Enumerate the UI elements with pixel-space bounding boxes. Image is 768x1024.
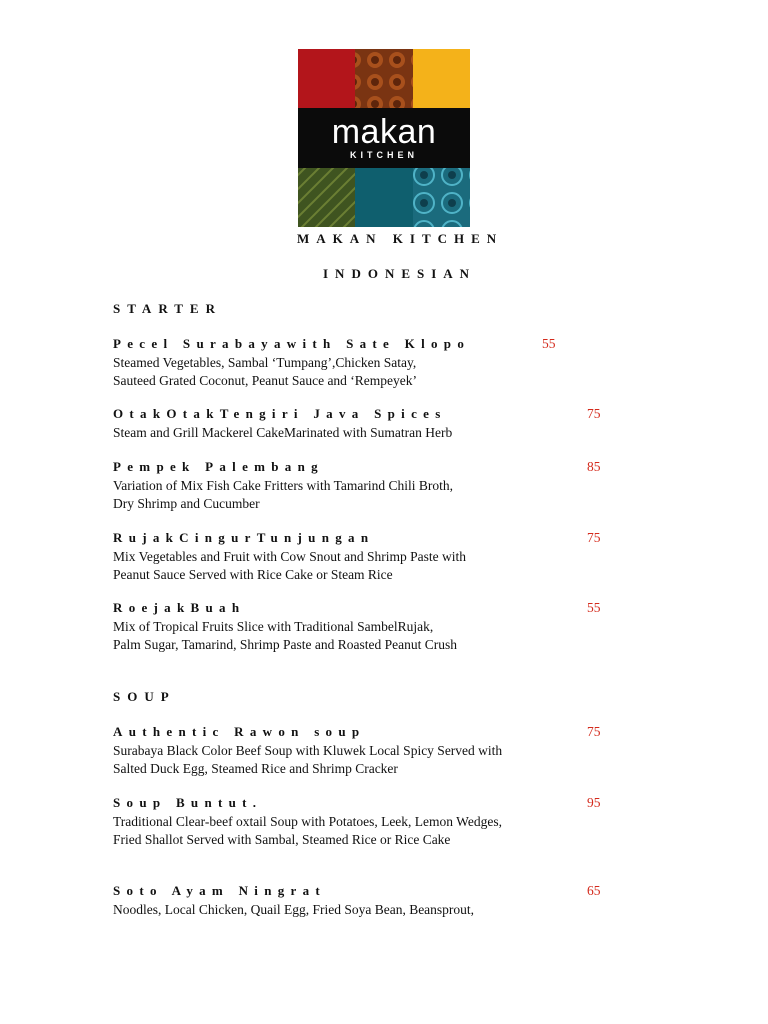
item-name: Soup Buntut.	[113, 795, 263, 810]
item-price: 55	[542, 336, 556, 351]
item-description	[113, 424, 613, 442]
desc-line: Fried Shallot Served with Sambal, Steamed Rice or Rice Cake	[113, 832, 451, 847]
desc-line: Steam and Grill Mackerel CakeMarinated with Sumatran Herb	[113, 425, 453, 440]
item-name: Pempek Palembang	[113, 459, 324, 474]
desc-line: Dry Shrimp and Cucumber	[113, 496, 260, 511]
logo-wordmark: makan	[331, 113, 437, 151]
logo-band	[298, 108, 470, 168]
menu-item	[113, 724, 613, 778]
menu-item	[113, 336, 613, 390]
item-price: 75	[587, 530, 601, 545]
item-description	[113, 477, 613, 513]
item-description	[113, 742, 613, 778]
item-price: 85	[587, 459, 601, 474]
desc-line: Salted Duck Egg, Steamed Rice and Shrimp Cracker	[113, 761, 398, 776]
desc-line: Surabaya Black Color Beef Soup with Kluwek Local Spicy Served with	[113, 743, 503, 758]
cuisine-title: INDONESIAN	[323, 266, 477, 281]
desc-line: Sauteed Grated Coconut, Peanut Sauce and ‘Rempeyek’	[113, 373, 418, 388]
item-name: Authentic Rawon soup	[113, 724, 366, 739]
menu-item	[113, 530, 613, 584]
menu-item	[113, 406, 613, 442]
menu-item	[113, 795, 613, 849]
item-name: Pecel Surabayawith Sate Klopo	[113, 336, 471, 351]
item-name: RujakCingurTunjungan	[113, 530, 375, 545]
item-name: OtakOtakTengiri Java Spices	[113, 406, 447, 421]
item-price: 75	[587, 724, 601, 739]
item-description	[113, 618, 613, 654]
desc-line: Variation of Mix Fish Cake Fritters with Tamarind Chili Broth,	[113, 478, 454, 493]
desc-line: Palm Sugar, Tamarind, Shrimp Paste and Roasted Peanut Crush	[113, 637, 457, 652]
desc-line: Mix Vegetables and Fruit with Cow Snout and Shrimp Paste with	[113, 549, 466, 564]
menu-item	[113, 459, 613, 513]
restaurant-title: MAKAN KITCHEN	[297, 231, 504, 246]
item-description	[113, 813, 613, 849]
menu-item	[113, 600, 613, 654]
item-price: 65	[587, 883, 601, 898]
item-price: 55	[587, 600, 601, 615]
item-description	[113, 354, 613, 390]
item-price: 75	[587, 406, 601, 421]
section-title-soup: SOUP	[113, 689, 176, 704]
item-name: RoejakBuah	[113, 600, 246, 615]
desc-line: Traditional Clear-beef oxtail Soup with Potatoes, Leek, Lemon Wedges,	[113, 814, 502, 829]
item-price: 95	[587, 795, 601, 810]
desc-line: Peanut Sauce Served with Rice Cake or Steam Rice	[113, 567, 393, 582]
desc-line: Mix of Tropical Fruits Slice with Traditional SambelRujak,	[113, 619, 434, 634]
desc-line: Noodles, Local Chicken, Quail Egg, Fried Soya Bean, Beansprout,	[113, 902, 475, 917]
item-name: Soto Ayam Ningrat	[113, 883, 327, 898]
desc-line: Steamed Vegetables, Sambal ‘Tumpang’,Chicken Satay,	[113, 355, 417, 370]
menu-item	[113, 883, 613, 919]
makan-kitchen-logo	[298, 49, 470, 227]
section-title-starter: STARTER	[113, 301, 222, 316]
item-description	[113, 548, 613, 584]
item-description	[113, 901, 613, 919]
logo-subtitle: KITCHEN	[350, 150, 418, 160]
